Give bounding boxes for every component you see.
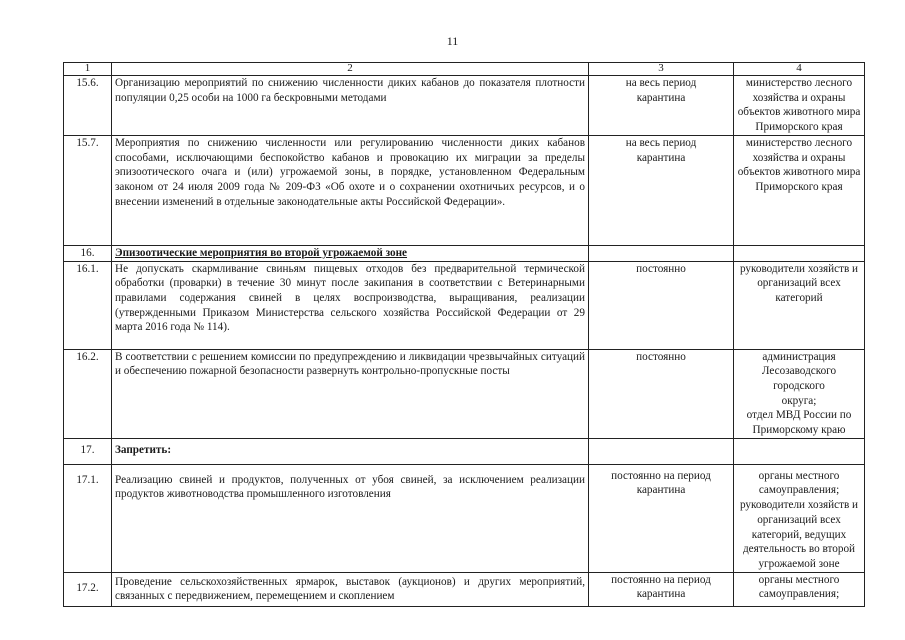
row-responsible: министерство лесного хозяйства и охраны объектов животного мира Приморского края xyxy=(734,76,865,136)
header-col-1: 1 xyxy=(64,63,112,76)
row-period: постоянно на период карантина xyxy=(589,464,734,572)
row-action: Мероприятия по снижению численности или регулированию численности диких кабанов способами, исключающими беспокойство кабанов и провокацию их миграции за пределы эпизоотического очага и (или) угрожаемой зоны, в порядке, установленном Федеральным законом от 24 июля 2009 года № 209-ФЗ «Об охоте и о сохранении охотничьих ресурсов, и о внесении изменений в отдельные законодательные акты Российской Федерации». xyxy=(112,135,589,245)
row-action: Не допускать скармливание свиньям пищевых отходов без предварительной термической обработки (проварки) в течение 30 минут после закипания в соответствии с Ветеринарными правилами содержания свиней в целях воспроизводства, выращивания, реализации (утвержденными Приказом Министерства сельского хозяйства Российской Федерации от 29 марта 2016 года № 114). xyxy=(112,261,589,349)
table-row xyxy=(64,261,865,349)
header-col-3: 3 xyxy=(589,63,734,76)
header-col-2: 2 xyxy=(112,63,589,76)
row-number: 16. xyxy=(64,245,112,261)
row-action: Реализацию свиней и продуктов, полученных от убоя свиней, за исключением реализации продуктов животноводства промышленного изготовления xyxy=(112,464,589,572)
row-action: Проведение сельскохозяйственных ярмарок, выставок (аукционов) и других мероприятий, связанных с передвижением, перемещением и скоплением xyxy=(112,572,589,606)
section-row xyxy=(64,245,865,261)
table-row xyxy=(64,135,865,245)
table-row xyxy=(64,572,865,606)
row-period: постоянно на период карантина xyxy=(589,572,734,606)
row-action: В соответствии с решением комиссии по предупреждению и ликвидации чрезвычайных ситуаций и обеспечению пожарной безопасности развернуть контрольно-пропускные посты xyxy=(112,349,589,438)
table-row xyxy=(64,76,865,136)
row-responsible: органы местного самоуправления; xyxy=(734,572,865,606)
table-header-row xyxy=(64,63,865,76)
row-period: на весь период карантина xyxy=(589,76,734,136)
row-responsible: администрация Лесозаводского городского округа; отдел МВД России по Приморскому краю xyxy=(734,349,865,438)
row-action: Организацию мероприятий по снижению численности диких кабанов до показателя плотности популяции 0,25 особи на 1000 га бескровными методами xyxy=(112,76,589,136)
row-period: на весь период карантина xyxy=(589,135,734,245)
table-row xyxy=(64,464,865,572)
row-number: 15.7. xyxy=(64,135,112,245)
section-title: Эпизоотические мероприятия во второй угрожаемой зоне xyxy=(112,245,589,261)
row-responsible: органы местного самоуправления; руководители хозяйств и организаций всех категорий, ведущих деятельность во второй угрожаемой зоне xyxy=(734,464,865,572)
row-number: 17.1. xyxy=(64,464,112,572)
row-number: 17.2. xyxy=(64,572,112,606)
page-number: 11 xyxy=(446,34,459,48)
row-number: 17. xyxy=(64,438,112,464)
row-responsible: руководители хозяйств и организаций всех категорий xyxy=(734,261,865,349)
row-responsible: министерство лесного хозяйства и охраны объектов животного мира Приморского края xyxy=(734,135,865,245)
row-number: 16.1. xyxy=(64,261,112,349)
row-period: постоянно xyxy=(589,349,734,438)
section-title: Запретить: xyxy=(112,438,589,464)
table-row xyxy=(64,349,865,438)
row-number: 15.6. xyxy=(64,76,112,136)
measures-table xyxy=(63,62,865,607)
section-row xyxy=(64,438,865,464)
header-col-4: 4 xyxy=(734,63,865,76)
row-period: постоянно xyxy=(589,261,734,349)
row-number: 16.2. xyxy=(64,349,112,438)
